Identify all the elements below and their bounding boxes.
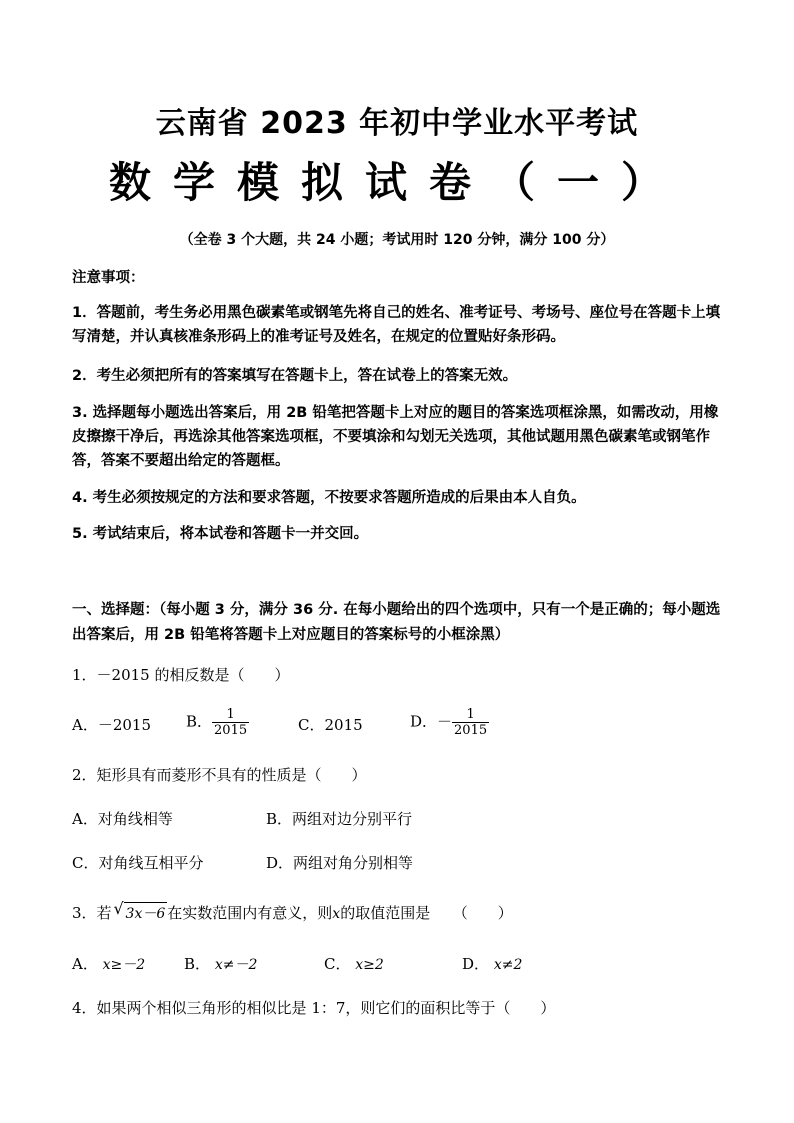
q3-option-a-label: A． <box>72 955 98 973</box>
notice-item-5: 5. 考试结束后，将本试卷和答题卡一并交回。 <box>72 526 369 542</box>
question-3-stem <box>72 899 513 923</box>
q3-square-root <box>113 899 168 923</box>
notice-item-3: 3. 选择题每小题选出答案后，用 2B 铅笔把答题卡上对应的题目的答案选项框涂黑，如需改动，用橡皮擦擦干净后，再选涂其他答案选项框，不要填涂和勾划无关选项，其他试题用黑色碳素笔或钢笔作答，答案不要超出给定的答题框。 <box>72 405 719 469</box>
q2-option-d: D．两组对角分别相等 <box>266 854 414 872</box>
q3-option-a <box>72 953 145 974</box>
exam-subtitle: （全卷 3 个大题，共 24 小题；考试用时 120 分钟，满分 100 分） <box>179 232 615 248</box>
q3-option-d-expr: x≠2 <box>493 957 523 973</box>
fraction-denominator: 2015 <box>214 723 248 738</box>
q3-option-c <box>324 953 384 974</box>
notice-item-1: 1．答题前，考生务必用黑色碳素笔或钢笔先将自己的姓名、准考证号、考场号、座位号在答题卡上填写清楚，并认真核准条形码上的准考证号及姓名，在规定的位置贴好条形码。 <box>72 305 721 345</box>
question-1-stem: 1．－2015 的相反数是（ ） <box>72 666 290 684</box>
q3-option-d-label: D． <box>462 955 490 973</box>
question-4-stem: 4．如果两个相似三角形的相似比是 1：7，则它们的面积比等于（ ） <box>72 999 556 1017</box>
q3-option-b <box>184 953 257 974</box>
q2-option-c: C．对角线互相平分 <box>72 854 204 872</box>
question-2-stem: 2．矩形具有而菱形不具有的性质是（ ） <box>72 766 367 784</box>
fraction-numerator: 1 <box>466 707 475 722</box>
q3-option-c-label: C． <box>324 955 351 973</box>
q1-option-b <box>186 707 249 738</box>
q1-option-d <box>410 707 489 738</box>
q1-option-c: C．2015 <box>298 716 363 734</box>
q2-option-a: A．对角线相等 <box>72 810 173 828</box>
q1-option-a: A．－2015 <box>72 716 152 734</box>
exam-title: 云南省 2023 年初中学业水平考试 <box>155 106 639 141</box>
q1-option-d-label: D．－ <box>410 712 453 731</box>
q3-stem-middle: 在实数范围内有意义，则 <box>167 904 333 922</box>
q3-stem-suffix: 的取值范围是 （ ） <box>340 904 513 922</box>
notice-item-2: 2．考生必须把所有的答案填写在答题卡上，答在试卷上的答案无效。 <box>72 368 518 384</box>
fraction-numerator: 1 <box>226 707 235 722</box>
notice-item-4: 4. 考生必须按规定的方法和要求答题，不按要求答题所造成的后果由本人自负。 <box>72 490 586 506</box>
q3-stem-prefix: 3．若 <box>72 904 112 922</box>
q1-option-b-fraction <box>212 707 249 738</box>
q3-option-b-expr: x≠－2 <box>214 957 258 973</box>
q3-variable: x <box>332 906 341 922</box>
q1-option-b-label: B． <box>186 712 213 731</box>
q3-option-a-expr: x≥－2 <box>102 957 146 973</box>
paper-title: 数学模拟试卷（一） <box>108 158 685 207</box>
q3-option-c-expr: x≥2 <box>355 957 384 973</box>
q3-option-b-label: B． <box>184 955 211 973</box>
fraction-denominator: 2015 <box>454 723 488 738</box>
q2-option-b: B．两组对边分别平行 <box>266 810 413 828</box>
notice-heading: 注意事项： <box>72 270 145 286</box>
section-heading: 一、选择题：（每小题 3 分，满分 36 分. 在每小题给出的四个选项中，只有一个是正确的；每小题选出答案后，用 2B 铅笔将答题卡上对应题目的答案标号的小框涂黑） <box>72 602 721 643</box>
q3-radicand: 3x－6 <box>124 902 168 923</box>
radical-sign: √ <box>113 899 124 918</box>
q3-option-d <box>462 953 522 974</box>
q1-option-d-fraction <box>452 707 489 738</box>
